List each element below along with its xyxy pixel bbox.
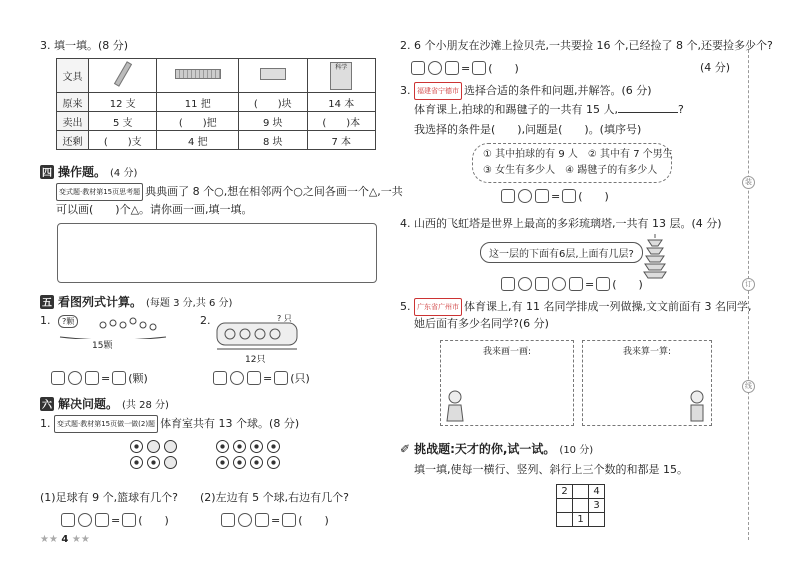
problem-2-number: 2. [200, 314, 211, 327]
answer-box[interactable] [501, 189, 515, 203]
beads-picture: ?颗 [58, 313, 168, 339]
pencil-icon [89, 59, 157, 93]
balls-right [214, 440, 294, 472]
answer-box[interactable] [274, 371, 288, 385]
blank-cell[interactable]: ( )支 [89, 131, 157, 150]
q4-equation: = ( ) [500, 276, 643, 292]
q4-text: 4. 山西的飞虹塔是世界上最高的多彩琉璃塔,一共有 13 层。(4 分) [400, 217, 722, 230]
binding-mark: 订 [742, 278, 755, 291]
section-4-heading: 四 操作题。 (4 分) [42, 165, 138, 179]
q2-score: (4 分) [700, 61, 731, 74]
grid-cell[interactable] [589, 513, 605, 527]
section-6-heading: 六 解决问题。 (共 28 分) [42, 397, 169, 411]
q1-part-b: (2)左边有 5 个球,右边有几个? [200, 491, 349, 504]
operator-circle[interactable] [518, 277, 532, 291]
binding-mark: 装 [742, 176, 755, 189]
answer-box[interactable] [51, 371, 65, 385]
q2-equation: = ( ) [410, 60, 519, 76]
problem-2-total: 12只 [245, 355, 266, 365]
answer-box[interactable] [61, 513, 75, 527]
problem-1-equation: = (颗) [50, 370, 148, 386]
blank-cell[interactable]: ( )把 [157, 112, 239, 131]
problem-1-total: 15颗 [92, 341, 113, 351]
operator-circle[interactable] [68, 371, 82, 385]
answer-box[interactable] [95, 513, 109, 527]
drawing-area[interactable] [57, 223, 377, 283]
q4-speech-bubble: 这一层的下面有6层,上面有几层? [480, 242, 643, 263]
section-5-heading: 五 看图列式计算。 (每题 3 分,共 6 分) [42, 295, 233, 309]
table-row: 原来 12 支 11 把 ( )块 14 本 [57, 93, 376, 112]
section-6-q1: 1. 变式题·教材第15页做一做(2)题 体育室共有 13 个球。(8 分) [40, 415, 299, 433]
q3-line2: 我选择的条件是( ),问题是( )。(填序号) [414, 123, 642, 136]
answer-box[interactable] [282, 513, 296, 527]
answer-box[interactable] [213, 371, 227, 385]
answer-box[interactable] [569, 277, 583, 291]
blank-cell[interactable]: ( )本 [307, 112, 376, 131]
girl-icon [445, 389, 465, 423]
operator-circle[interactable] [552, 277, 566, 291]
operator-circle[interactable] [518, 189, 532, 203]
binding-mark: 线 [742, 380, 755, 393]
answer-box[interactable] [596, 277, 610, 291]
q3-title: 3. 填一填。(8 分) [40, 39, 129, 52]
q2-text: 2. 6 个小朋友在沙滩上捡贝壳,一共要捡 16 个,已经捡了 8 个,还要捡多少个? [400, 39, 773, 52]
book-icon: 科学 [307, 59, 376, 93]
table-row: 卖出 5 支 ( )把 9 块 ( )本 [57, 112, 376, 131]
q3-right: 3. 福建省宁德市 选择合适的条件和问题,并解答。(6 分) [400, 82, 652, 100]
page-number: ★★ 4 ★★ [40, 534, 90, 545]
table-header-label: 文具 [57, 59, 89, 93]
operator-circle[interactable] [78, 513, 92, 527]
grid-cell[interactable] [557, 499, 573, 513]
answer-box[interactable] [411, 61, 425, 75]
answer-box[interactable] [112, 371, 126, 385]
problem-2-equation: = (只) [212, 370, 310, 386]
answer-box[interactable] [247, 371, 261, 385]
q1a-equation: = ( ) [60, 512, 169, 528]
grid-cell[interactable] [573, 485, 589, 499]
beads-curve [58, 313, 168, 339]
pencil-flag-icon: ✐ [400, 441, 411, 456]
section-4-text: 变式题·教材第15页思考题 典典画了 8 个○,想在相邻两个○之间各画一个△,一共 [56, 183, 403, 201]
answer-box[interactable] [85, 371, 99, 385]
eraser-icon [239, 59, 307, 93]
section-4-text2: 可以画( )个△。请你画一画,填一填。 [56, 203, 253, 216]
q3-line1: 体育课上,拍球的和踢毽子的一共有 15 人, ? [414, 103, 684, 116]
answer-box[interactable] [122, 513, 136, 527]
q5-text2: 她后面有多少名同学?(6 分) [414, 317, 549, 330]
q5-text: 5. 广东省广州市 体育课上,有 11 名同学排成一列做操,文文前面有 3 名同学, [400, 298, 751, 316]
stationery-table [56, 58, 376, 150]
answer-box[interactable] [221, 513, 235, 527]
challenge-text: 填一填,使每一横行、竖列、斜行上三个数的和都是 15。 [414, 463, 688, 476]
challenge-heading: ✐ 挑战题:天才的你,试一试。 (10 分) [400, 441, 594, 456]
balls-left [128, 440, 188, 472]
problem-1-number: 1. [40, 314, 51, 327]
pagoda-icon [640, 232, 670, 282]
blank-cell[interactable]: ( )块 [239, 93, 307, 112]
answer-box[interactable] [562, 189, 576, 203]
calc-area[interactable]: 我来算一算: [582, 340, 712, 426]
operator-circle[interactable] [238, 513, 252, 527]
boy-icon [687, 389, 707, 423]
answer-box[interactable] [535, 277, 549, 291]
answer-box[interactable] [501, 277, 515, 291]
options-box: ① 其中拍球的有 9 人 ② 其中有 7 个男生 ③ 女生有多少人 ④ 踢毽子的有多少人 [472, 143, 672, 183]
animals-picture: ? 只 [215, 313, 305, 353]
q1-part-a: (1)足球有 9 个,篮球有几个? [40, 491, 178, 504]
magic-square: 2 4 3 1 [556, 484, 605, 527]
grid-cell[interactable] [573, 499, 589, 513]
answer-box[interactable] [255, 513, 269, 527]
operator-circle[interactable] [230, 371, 244, 385]
operator-circle[interactable] [428, 61, 442, 75]
table-row: 还剩 ( )支 4 把 8 块 7 本 [57, 131, 376, 150]
draw-area[interactable]: 我来画一画: [440, 340, 574, 426]
grid-cell[interactable] [557, 513, 573, 527]
answer-box[interactable] [445, 61, 459, 75]
q1b-equation: = ( ) [220, 512, 329, 528]
q3-equation: = ( ) [500, 188, 609, 204]
ruler-icon [157, 59, 239, 93]
answer-box[interactable] [472, 61, 486, 75]
answer-box[interactable] [535, 189, 549, 203]
